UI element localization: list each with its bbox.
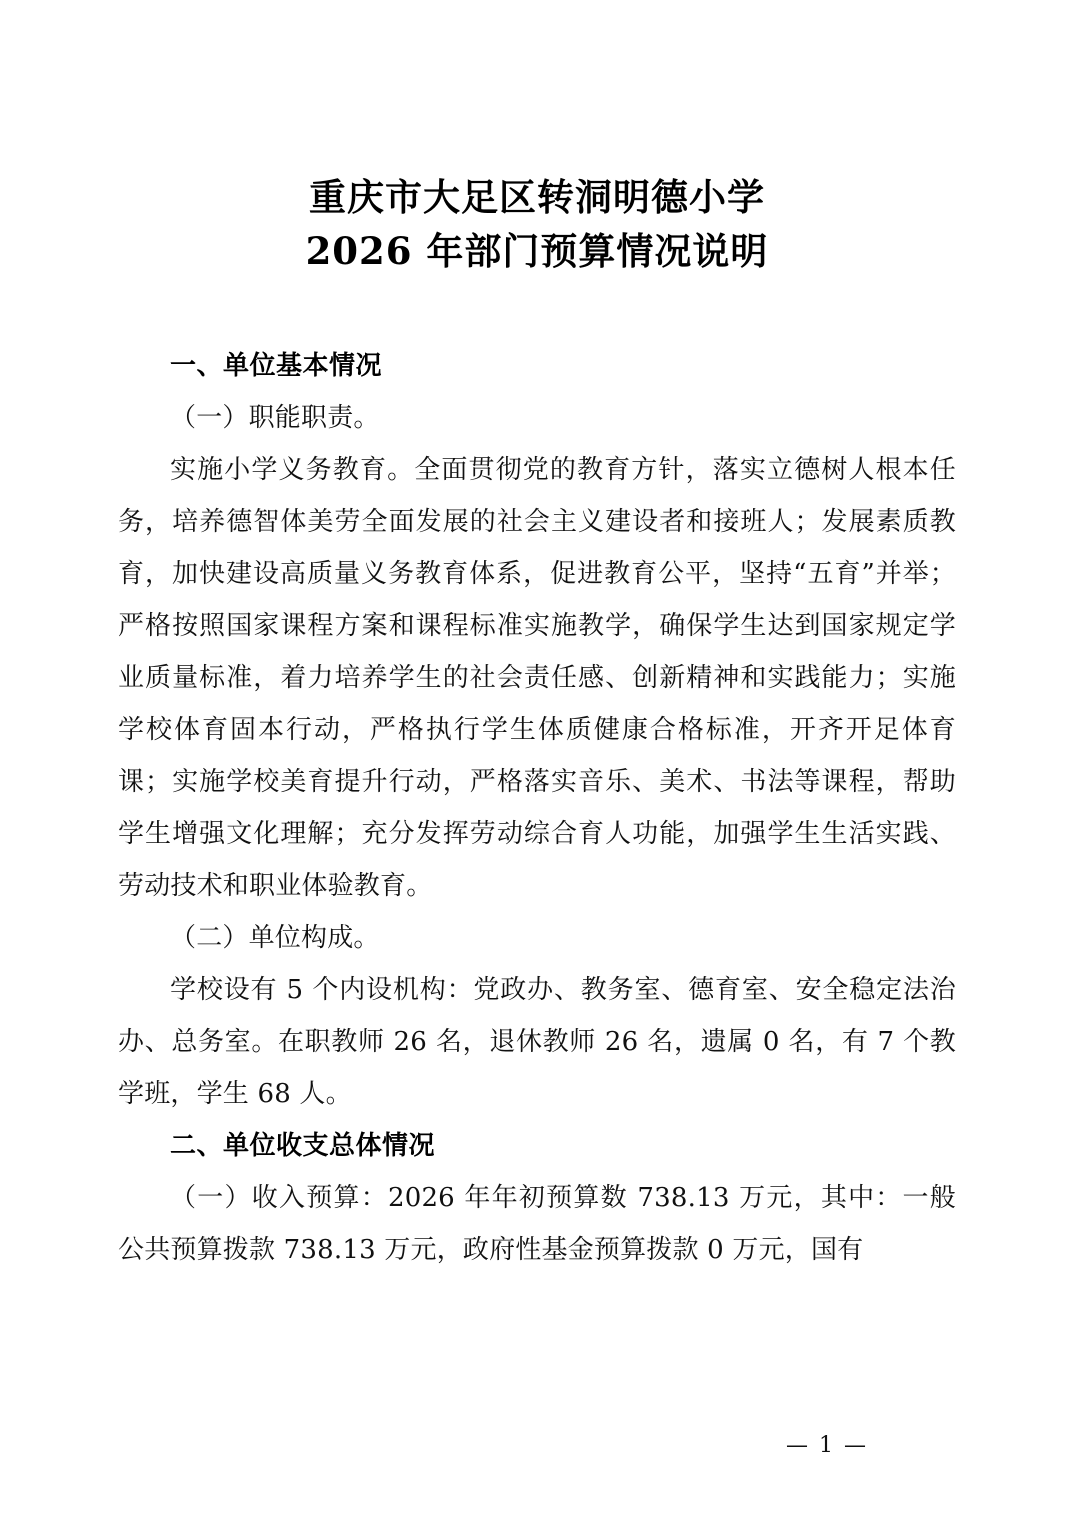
paragraph-duties-body: 实施小学义务教育。全面贯彻党的教育方针，落实立德树人根本任务，培养德智体美劳全面发展的社会主义建设者和接班人；发展素质教育，加快建设高质量义务教育体系，促进教育公平，坚持“五育”并举；严格按照国家课程方案和课程标准实施教学，确保学生达到国家规定学业质量标准，着力培养学生的社会责任感、创新精神和实践能力；实施学校体育固本行动，严格执行学生体质健康合格标准，开齐开足体育课；实施学校美育提升行动，严格落实音乐、美术、书法等课程，帮助学生增强文化理解；充分发挥劳动综合育人功能，加强学生生活实践、劳动技术和职业体验教育。 bbox=[118, 455, 956, 901]
paragraph-duties-label: （一）职能职责。 bbox=[170, 403, 380, 433]
paragraph-composition-label: （二）单位构成。 bbox=[170, 923, 380, 953]
page-number: — 1 — bbox=[786, 1433, 868, 1458]
title-spacer bbox=[118, 282, 956, 340]
page-footer bbox=[0, 1433, 1074, 1458]
paragraph-income-budget: （一）收入预算：2026 年年初预算数 738.13 万元，其中：一般公共预算拨款 738.13 万元，政府性基金预算拨款 0 万元，国有 bbox=[118, 1183, 956, 1265]
section-heading-revenue-expenditure: 二、单位收支总体情况 bbox=[170, 1131, 436, 1161]
section-heading-unit-basics: 一、单位基本情况 bbox=[170, 351, 383, 381]
page-title bbox=[118, 170, 956, 278]
doc-title-line-2: 2026 年部门预算情况说明 bbox=[305, 229, 769, 273]
doc-title-line-1: 重庆市大足区转洞明德小学 bbox=[309, 175, 765, 219]
paragraph-composition-body: 学校设有 5 个内设机构：党政办、教务室、德育室、安全稳定法治办、总务室。在职教师 26 名，退休教师 26 名，遗属 0 名，有 7 个教学班，学生 68 人。 bbox=[118, 975, 956, 1109]
